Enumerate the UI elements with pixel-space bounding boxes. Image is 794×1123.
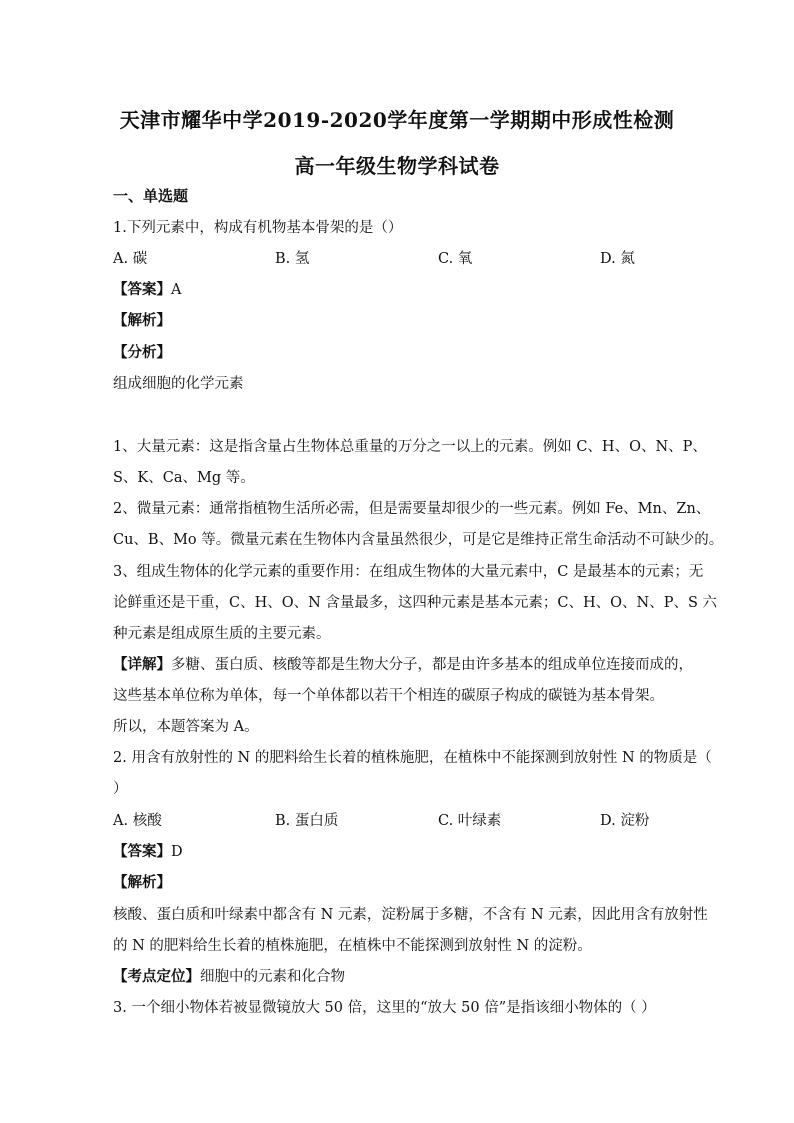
q2-stem-line-2: ） (113, 781, 128, 797)
q1-detail-text: 多糖、蛋白质、核酸等都是生物大分子，都是由许多基本的组成单位连接而成的， (171, 657, 693, 673)
q1-point-line: Cu、B、Mo 等。微量元素在生物体内含量虽然很少，可是它是维持正常生命活动不可缺少的。 (113, 532, 724, 548)
q1-option-a: A. 碳 (113, 251, 148, 267)
q1-answer-tag: 【答案】 (113, 281, 171, 298)
q1-point-line: 论鲜重还是干重，C、H、O、N 含量最多，这四种元素是基本元素；C、H、O、N、P、S 六 (113, 595, 718, 611)
q2-stem-line-1: 2. 用含有放射性的 N 的肥料给生长着的植株施肥，在植株中不能探测到放射性 N 的物质是（ (113, 750, 712, 766)
q1-option-b: B. 氢 (275, 251, 310, 267)
q2-answer-value: D (171, 844, 183, 860)
q1-stem: 1.下列元素中，构成有机物基本骨架的是（） (113, 220, 403, 236)
q2-option-a: A. 核酸 (113, 813, 162, 829)
q2-kaodian (113, 967, 688, 987)
q2-option-d: D. 淀粉 (600, 813, 650, 829)
q1-answer-value: A (171, 282, 182, 298)
q2-kaodian-text: 细胞中的元素和化合物 (200, 969, 345, 985)
q1-answer (113, 280, 688, 300)
section-heading: 一、单选题 (113, 187, 189, 205)
q1-conclusion: 所以，本题答案为 A。 (113, 719, 259, 735)
q1-point-line: 种元素是组成原生质的主要元素。 (113, 626, 331, 642)
q1-point-line: S、K、Ca、Mg 等。 (113, 470, 255, 486)
q1-fenxi-title: 组成细胞的化学元素 (113, 376, 244, 392)
q1-detail-tag: 【详解】 (113, 656, 171, 673)
q1-fenxi-tag: 【分析】 (113, 344, 171, 361)
q2-answer (113, 842, 688, 862)
title-line-2: 高一年级生物学科试卷 (294, 154, 500, 178)
q2-jiexi-tag: 【解析】 (113, 874, 171, 891)
q3-stem: 3. 一个细小物体若被显微镜放大 50 倍，这里的“放大 50 倍”是指该细小物体的（ ） (113, 1000, 656, 1016)
title-line-1: 天津市耀华中学2019-2020学年度第一学期期中形成性检测 (119, 108, 675, 132)
q1-option-c: C. 氧 (438, 251, 473, 267)
q2-explain-line-1: 核酸、蛋白质和叶绿素中都含有 N 元素，淀粉属于多糖，不含有 N 元素，因此用含有放射性 (113, 907, 708, 923)
q1-jiexi-tag: 【解析】 (113, 312, 171, 329)
q1-detail-line-2: 这些基本单位称为单体，每一个单体都以若干个相连的碳原子构成的碳链为基本骨架。 (113, 688, 664, 704)
q2-option-c: C. 叶绿素 (438, 813, 502, 829)
q1-point-line: 1、大量元素：这是指含量占生物体总重量的万分之一以上的元素。例如 C、H、O、N、P、 (113, 439, 707, 455)
q2-explain-line-2: 的 N 的肥料给生长着的植株施肥，在植株中不能探测到放射性 N 的淀粉。 (113, 938, 592, 954)
q1-point-line: 3、组成生物体的化学元素的重要作用：在组成生物体的大量元素中，C 是最基本的元素；无 (113, 564, 704, 580)
q2-kaodian-tag: 【考点定位】 (113, 968, 200, 985)
q1-point-line: 2、微量元素：通常指植物生活所必需，但是需要量却很少的一些元素。例如 Fe、Mn、Zn、 (113, 501, 711, 517)
q1-detail (113, 655, 693, 675)
q2-answer-tag: 【答案】 (113, 843, 171, 860)
q1-option-d: D. 氮 (600, 251, 635, 267)
q2-option-b: B. 蛋白质 (275, 813, 339, 829)
